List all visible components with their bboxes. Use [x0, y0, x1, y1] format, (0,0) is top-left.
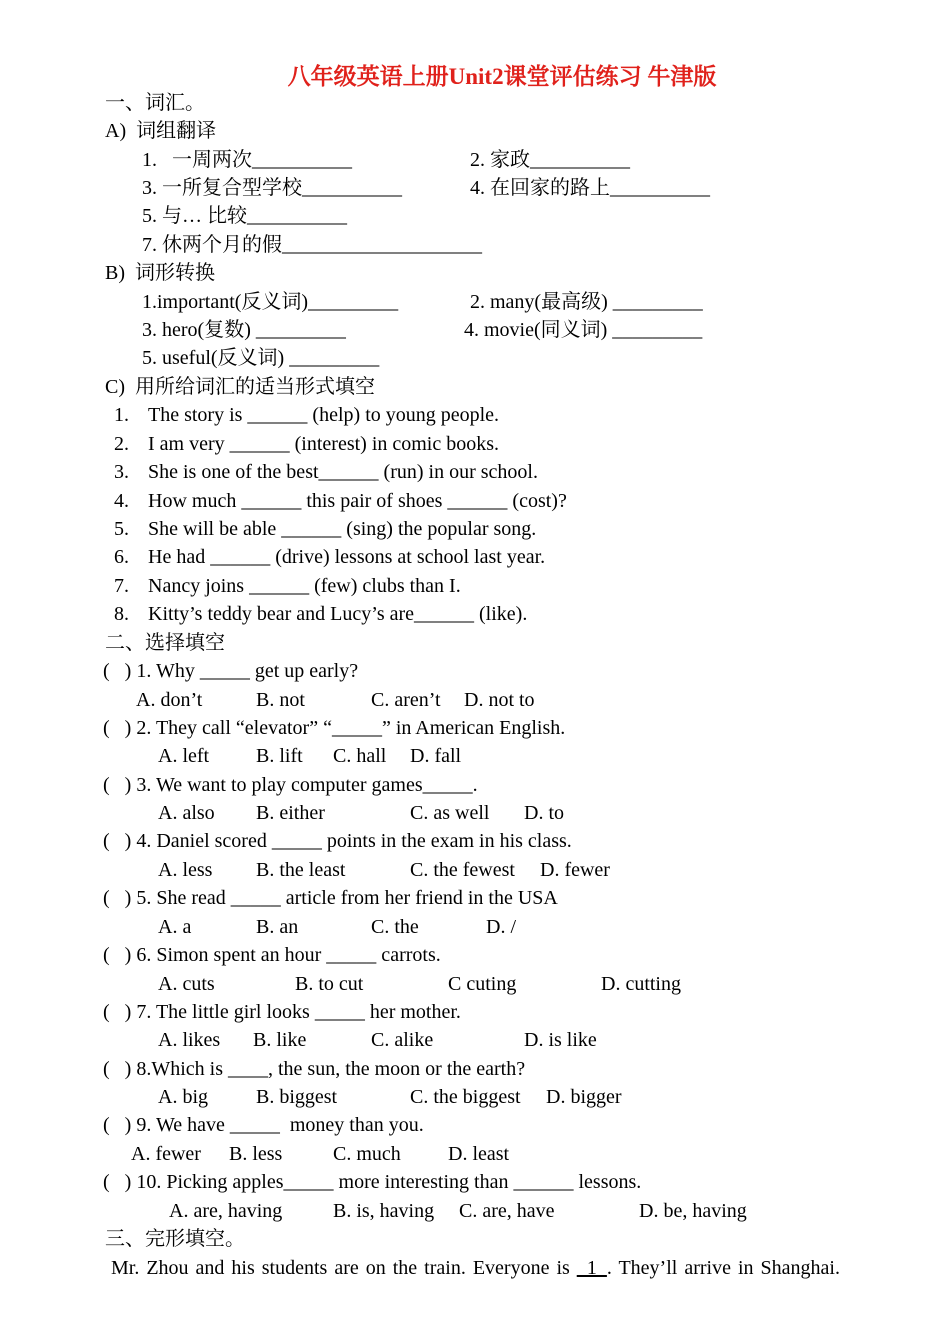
- section-2-heading: 二、选择填空: [105, 632, 225, 654]
- option-c: C. the: [371, 916, 419, 938]
- option-c: C cuting: [448, 973, 517, 995]
- option-a: A. fewer: [131, 1143, 201, 1165]
- option-b: B. is, having: [333, 1200, 435, 1222]
- option-c: C. the biggest: [410, 1086, 521, 1108]
- option-b: B. like: [253, 1029, 307, 1051]
- part-c-item-text: She is one of the best______ (run) in our school.: [148, 461, 538, 483]
- option-a: A. less: [158, 859, 213, 881]
- part-a-item-2: 2. 家政__________: [470, 149, 630, 171]
- part-a-item-5: 5. 与… 比较__________: [142, 205, 347, 227]
- part-b-item-2: 2. many(最高级) _________: [470, 291, 703, 313]
- option-d: D. cutting: [601, 973, 681, 995]
- option-d: D. bigger: [546, 1086, 622, 1108]
- part-a-item-4: 4. 在回家的路上__________: [470, 177, 710, 199]
- option-c: C. are, have: [459, 1200, 555, 1222]
- option-b: B. the least: [256, 859, 346, 881]
- question-stem: ( ) 3. We want to play computer games_____.: [103, 774, 478, 796]
- section-3-heading: 三、完形填空。: [105, 1228, 245, 1250]
- option-b: B. lift: [256, 745, 303, 767]
- part-c-item-text: He had ______ (drive) lessons at school last year.: [148, 546, 546, 568]
- part-c-item-number: 5.: [114, 518, 129, 540]
- option-a: A. also: [158, 802, 215, 824]
- option-a: A. are, having: [169, 1200, 283, 1222]
- option-c: C. much: [333, 1143, 401, 1165]
- option-a: A. a: [158, 916, 192, 938]
- option-d: D. fall: [410, 745, 462, 767]
- part-a-heading: A) 词组翻译: [105, 120, 217, 142]
- option-b: B. biggest: [256, 1086, 338, 1108]
- option-a: A. don’t: [136, 689, 203, 711]
- part-b-item-4: 4. movie(同义词) _________: [464, 319, 703, 341]
- part-c-item-number: 6.: [114, 546, 129, 568]
- option-d: D. is like: [524, 1029, 597, 1051]
- option-a: A. left: [158, 745, 210, 767]
- option-c: C. aren’t: [371, 689, 441, 711]
- cloze-passage: [111, 1254, 840, 1282]
- question-stem: ( ) 2. They call “elevator” “_____” in American English.: [103, 717, 566, 739]
- cloze-blank-1: _1_: [576, 1257, 607, 1279]
- part-c-item-text: She will be able ______ (sing) the popular song.: [148, 518, 537, 540]
- option-b: B. not: [256, 689, 305, 711]
- part-c-item-number: 2.: [114, 433, 129, 455]
- part-c-item-text: I am very ______ (interest) in comic books.: [148, 433, 500, 455]
- part-a-item-7: 7. 休两个月的假____________________: [142, 234, 482, 256]
- option-c: C. hall: [333, 745, 387, 767]
- question-stem: ( ) 7. The little girl looks _____ her mother.: [103, 1001, 461, 1023]
- question-stem: ( ) 4. Daniel scored _____ points in the exam in his class.: [103, 830, 572, 852]
- part-c-item-text: Nancy joins ______ (few) clubs than I.: [148, 575, 461, 597]
- option-d: D. least: [448, 1143, 510, 1165]
- option-d: D. fewer: [540, 859, 610, 881]
- option-c: C. the fewest: [410, 859, 515, 881]
- question-stem: ( ) 9. We have _____ money than you.: [103, 1114, 424, 1136]
- option-a: A. big: [158, 1086, 208, 1108]
- option-b: B. an: [256, 916, 299, 938]
- part-c-item-number: 1.: [114, 404, 129, 426]
- part-c-item-number: 4.: [114, 490, 129, 512]
- part-a-item-1: 1. 一周两次__________: [142, 149, 352, 171]
- option-d: D. to: [524, 802, 564, 824]
- part-c-heading: C) 用所给词汇的适当形式填空: [105, 376, 375, 398]
- section-1-heading: 一、词汇。: [105, 92, 205, 114]
- option-b: B. to cut: [295, 973, 364, 995]
- part-b-item-1: 1.important(反义词)_________: [142, 291, 399, 313]
- option-d: D. be, having: [639, 1200, 747, 1222]
- cloze-text: Mr. Zhou and his students are on the train. Everyone is: [111, 1257, 577, 1279]
- option-b: B. either: [256, 802, 325, 824]
- part-c-item-text: The story is ______ (help) to young people.: [148, 404, 500, 426]
- cloze-text: . They’ll arrive in Shanghai.: [606, 1257, 840, 1279]
- option-a: A. cuts: [158, 973, 215, 995]
- part-b-item-3: 3. hero(复数) _________: [142, 319, 346, 341]
- option-a: A. likes: [158, 1029, 221, 1051]
- part-c-item-text: Kitty’s teddy bear and Lucy’s are______ (like).: [148, 603, 528, 625]
- option-c: C. as well: [410, 802, 490, 824]
- question-stem: ( ) 6. Simon spent an hour _____ carrots.: [103, 944, 441, 966]
- part-c-item-text: How much ______ this pair of shoes ______ (cost)?: [148, 490, 567, 512]
- question-stem: ( ) 1. Why _____ get up early?: [103, 660, 359, 682]
- part-b-item-5: 5. useful(反义词) _________: [142, 347, 380, 369]
- part-c-item-number: 8.: [114, 603, 129, 625]
- option-c: C. alike: [371, 1029, 434, 1051]
- part-c-item-number: 7.: [114, 575, 129, 597]
- option-b: B. less: [229, 1143, 283, 1165]
- question-stem: ( ) 8.Which is ____, the sun, the moon or the earth?: [103, 1058, 526, 1080]
- part-c-item-number: 3.: [114, 461, 129, 483]
- page-title: 八年级英语上册Unit2课堂评估练习 牛津版: [287, 64, 717, 89]
- part-b-heading: B) 词形转换: [105, 262, 215, 284]
- part-a-item-3: 3. 一所复合型学校__________: [142, 177, 402, 199]
- question-stem: ( ) 5. She read _____ article from her friend in the USA: [103, 887, 558, 909]
- option-d: D. not to: [464, 689, 535, 711]
- option-d: D. /: [486, 916, 516, 938]
- question-stem: ( ) 10. Picking apples_____ more interesting than ______ lessons.: [103, 1171, 642, 1193]
